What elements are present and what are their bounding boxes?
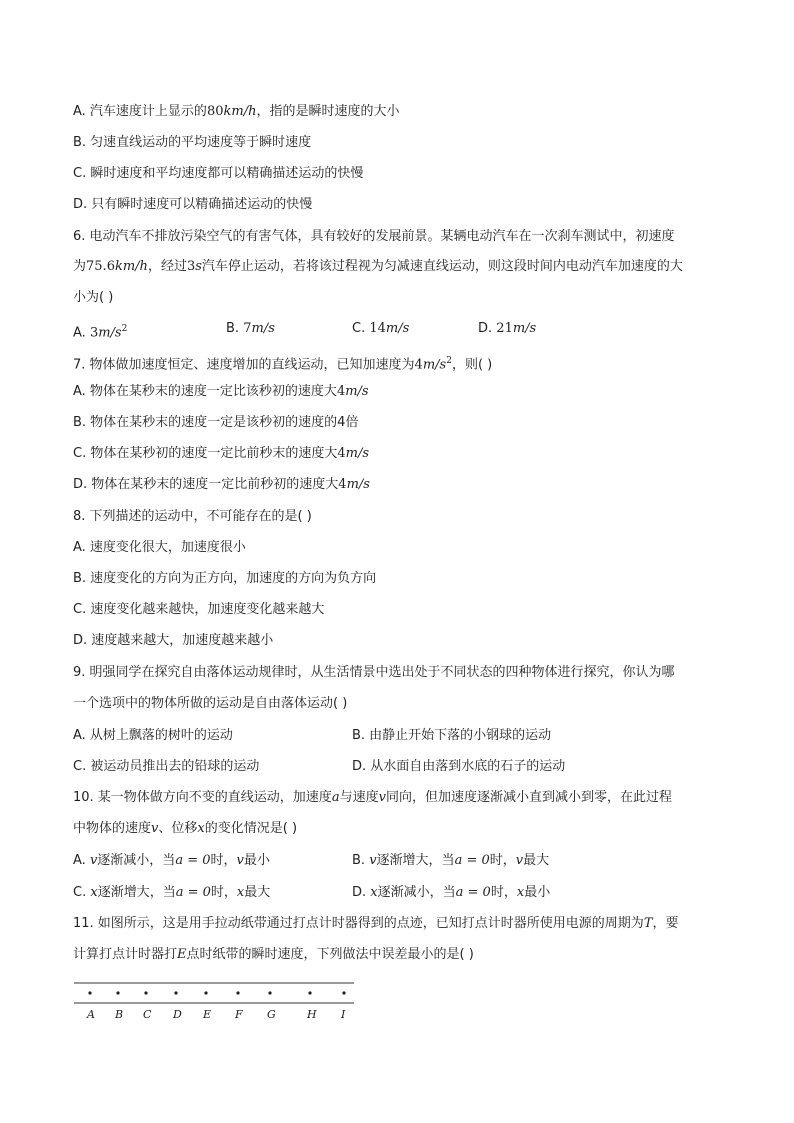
- q7-option-c-unit: m/s: [345, 446, 370, 461]
- q10-option-a-text: 逐渐减小，当: [97, 853, 176, 868]
- q11-line2-post: 点时纸带的瞬时速度，下列做法中误差最小的是( ): [186, 947, 474, 962]
- q5-option-a-tail: ，指的是瞬时速度的大小: [256, 104, 400, 119]
- q7-accel-value: 4: [414, 357, 423, 373]
- q10-line1-mid: 与速度: [339, 790, 379, 805]
- q5-option-a-value: 80: [206, 104, 224, 119]
- q10-option-a-var: v: [89, 853, 98, 868]
- q5-option-a-text: A. 汽车速度计上显示的: [73, 104, 207, 119]
- q10-option-a: [73, 852, 270, 870]
- q7-option-c: [73, 445, 369, 463]
- q6-time-unit: s: [195, 259, 202, 274]
- tape-dot-c: [144, 991, 147, 994]
- q10-var-a: a: [331, 790, 340, 805]
- q10-option-c-mid: 时，: [210, 885, 237, 900]
- q5-option-a-unit: km/h: [223, 104, 257, 119]
- q10-option-a-label: A.: [73, 853, 90, 868]
- q10-line1-post: 同向，但加速度逐渐减小直到减小到零，在此过程: [385, 790, 672, 805]
- q8-option-d: D. 速度越来越大，加速度越来越小: [73, 633, 274, 648]
- q6-option-a-unit: m/s: [98, 325, 122, 341]
- q11-line1-post: ，要: [652, 916, 679, 931]
- q6-line2-post: 汽车停止运动，若将该过程视为匀减速直线运动，则这段时间内电动汽车加速度的大: [201, 259, 683, 274]
- q10-line2-pre: 中物体的速度: [73, 821, 152, 836]
- q8-option-a: A. 速度变化很大，加速度很小: [73, 540, 246, 555]
- q10-option-c-var2: x: [236, 885, 245, 900]
- q7-option-b: B. 物体在某秒末的速度一定是该秒初的速度的4倍: [73, 415, 359, 430]
- q10-option-a-end: 最小: [243, 853, 270, 868]
- q10-option-d-label: D.: [352, 885, 371, 900]
- q9-option-c: C. 被运动员推出去的铅球的运动: [73, 759, 260, 774]
- q10-option-b-end: 最大: [523, 853, 550, 868]
- q6-option-a: [73, 320, 127, 342]
- q7-accel-exponent: 2: [446, 356, 452, 366]
- q5-option-d: D. 只有瞬时速度可以精确描述运动的快慢: [73, 197, 313, 212]
- q9-option-d: D. 从水面自由落到水底的石子的运动: [352, 759, 566, 774]
- tape-label-b: B: [115, 1008, 124, 1021]
- q10-option-b-mid: 时，: [489, 853, 516, 868]
- tape-label-h: H: [307, 1008, 317, 1021]
- q10-option-d-var2: x: [516, 885, 525, 900]
- q5-option-b: B. 匀速直线运动的平均速度等于瞬时速度: [73, 135, 312, 150]
- q7-option-d-text: D. 物体在某秒末的速度一定比前秒初的速度大: [73, 477, 339, 492]
- q10-option-c-end: 最大: [244, 885, 271, 900]
- q7-option-a: [73, 383, 369, 401]
- q7-accel-unit: m/s: [422, 357, 447, 373]
- q9-stem-line2: 一个选项中的物体所做的运动是自由落体运动( ): [73, 696, 348, 711]
- q7-option-c-text: C. 物体在某秒初的速度一定比前秒末的速度大: [73, 446, 338, 461]
- q5-option-c: C. 瞬时速度和平均速度都可以精确描述运动的快慢: [73, 166, 364, 181]
- tape-label-f: F: [235, 1008, 243, 1021]
- q6-speed-unit: km/h: [114, 259, 148, 274]
- q10-option-d-cond: a = 0: [455, 885, 491, 900]
- q5-option-a: [73, 103, 399, 121]
- q7-option-c-value: 4: [337, 446, 346, 461]
- q8-stem: 8. 下列描述的运动中，不可能存在的是( ): [73, 509, 312, 524]
- tape-dot-i: [342, 991, 345, 994]
- q10-var-v2: v: [151, 821, 159, 836]
- q7-option-d: [73, 476, 370, 494]
- q7-option-a-text: A. 物体在某秒末的速度一定比该秒初的速度大: [73, 384, 337, 399]
- q7-option-a-value: 4: [336, 384, 346, 399]
- q6-option-d-unit: m/s: [512, 321, 537, 336]
- q7-stem-tail: ，则( ): [451, 357, 493, 373]
- q10-option-d-mid: 时，: [490, 885, 517, 900]
- q6-option-a-label: A.: [73, 325, 86, 341]
- q6-option-d: [478, 320, 536, 338]
- tape-label-e: E: [203, 1008, 212, 1021]
- q11-line1-pre: 11. 如图所示，这是用手拉动纸带通过打点计时器得到的点迹，已知打点计时器所使用电源的周期为: [73, 916, 644, 931]
- q10-var-v: v: [378, 790, 386, 805]
- tape-dot-a: [88, 991, 91, 994]
- q10-stem-line2: [73, 820, 297, 838]
- q6-option-d-label: D.: [478, 321, 493, 336]
- q9-option-a: A. 从树上飘落的树叶的运动: [73, 728, 233, 743]
- q11-stem-line1: [73, 915, 679, 933]
- q10-stem-line1: [73, 789, 672, 807]
- q9-option-b: B. 由静止开始下落的小钢球的运动: [352, 728, 552, 743]
- q6-option-c-unit: m/s: [385, 321, 410, 336]
- tape-label-i: I: [341, 1008, 346, 1021]
- tape-dot-d: [174, 991, 177, 994]
- q11-var-t: T: [643, 916, 653, 931]
- q7-stem: [73, 352, 493, 373]
- q6-option-a-value: 3: [89, 325, 99, 341]
- q10-option-c-label: C.: [73, 885, 91, 900]
- q11-stem-line2: [73, 946, 474, 964]
- q10-option-a-mid: 时，: [210, 853, 237, 868]
- tape-label-a: A: [87, 1008, 95, 1021]
- q10-option-d-text: 逐渐减小，当: [377, 885, 456, 900]
- q6-stem-line2: [73, 258, 683, 276]
- q7-option-d-value: 4: [338, 477, 347, 492]
- q6-option-c-label: C.: [352, 321, 366, 336]
- q10-var-x: x: [197, 821, 205, 836]
- q10-option-c: [73, 884, 270, 902]
- q6-option-b: [226, 320, 275, 338]
- tape-dot-h: [308, 991, 311, 994]
- q6-speed-value: 75.6: [86, 259, 115, 274]
- q6-option-d-value: 21: [496, 321, 513, 336]
- q6-time-value: 3: [186, 259, 196, 274]
- q10-option-c-cond: a = 0: [175, 885, 211, 900]
- q10-option-a-var2: v: [236, 853, 244, 868]
- q11-var-e: E: [177, 947, 187, 962]
- q10-option-b-label: B.: [352, 853, 370, 868]
- q10-option-b-cond: a = 0: [454, 853, 490, 868]
- q10-option-c-text: 逐渐增大，当: [97, 885, 176, 900]
- tape-dot-f: [236, 991, 239, 994]
- tape-points: [86, 991, 346, 1021]
- q10-option-d-end: 最小: [524, 885, 551, 900]
- q10-line2-mid: 、位移: [158, 821, 198, 836]
- q10-line1-pre: 10. 某一物体做方向不变的直线运动，加速度: [73, 790, 332, 805]
- q6-option-c: [352, 320, 409, 338]
- q6-option-a-exponent: 2: [121, 324, 128, 334]
- q6-option-b-unit: m/s: [251, 321, 275, 336]
- tape-dot-e: [204, 991, 207, 994]
- q7-option-d-unit: m/s: [346, 477, 370, 492]
- tape-dot-b: [116, 991, 119, 994]
- q10-option-b: [352, 852, 549, 870]
- q6-stem-line1: 6. 电动汽车不排放污染空气的有害气体，具有较好的发展前景。某辆电动汽车在一次刹车测试中，初速度: [73, 229, 675, 244]
- q10-option-b-text: 逐渐增大，当: [376, 853, 455, 868]
- q10-option-d-var: x: [370, 885, 378, 900]
- q6-option-b-label: B.: [226, 321, 240, 336]
- q10-option-a-cond: a = 0: [175, 853, 211, 868]
- q10-option-b-var: v: [369, 853, 377, 868]
- paper-tape-figure: [72, 980, 362, 1024]
- q6-stem-line3: 小为( ): [73, 290, 114, 305]
- q8-option-c: C. 速度变化越来越快，加速度变化越来越大: [73, 602, 325, 617]
- q7-stem-text: 7. 物体做加速度恒定、速度增加的直线运动，已知加速度为: [73, 357, 415, 373]
- q10-option-c-var: x: [90, 885, 98, 900]
- q7-option-a-unit: m/s: [345, 384, 369, 399]
- q6-option-b-value: 7: [243, 321, 252, 336]
- q8-option-b: B. 速度变化的方向为正方向，加速度的方向为负方向: [73, 571, 377, 586]
- tape-label-d: D: [173, 1008, 182, 1021]
- q6-line2-pre: 为: [73, 259, 87, 274]
- tape-label-c: C: [143, 1008, 152, 1021]
- q9-stem-line1: 9. 明强同学在探究自由落体运动规律时，从生活情景中选出处于不同状态的四种物体进行探究，你认为哪: [73, 665, 675, 680]
- q6-option-c-value: 14: [369, 321, 386, 336]
- tape-dot-g: [268, 991, 271, 994]
- q10-line2-post: 的变化情况是( ): [204, 821, 298, 836]
- q10-option-b-var2: v: [515, 853, 524, 868]
- q6-line2-mid: ，经过: [147, 259, 187, 274]
- tape-label-g: G: [267, 1008, 276, 1021]
- q10-option-d: [352, 884, 550, 902]
- q11-line2-pre: 计算打点计时器打: [73, 947, 178, 962]
